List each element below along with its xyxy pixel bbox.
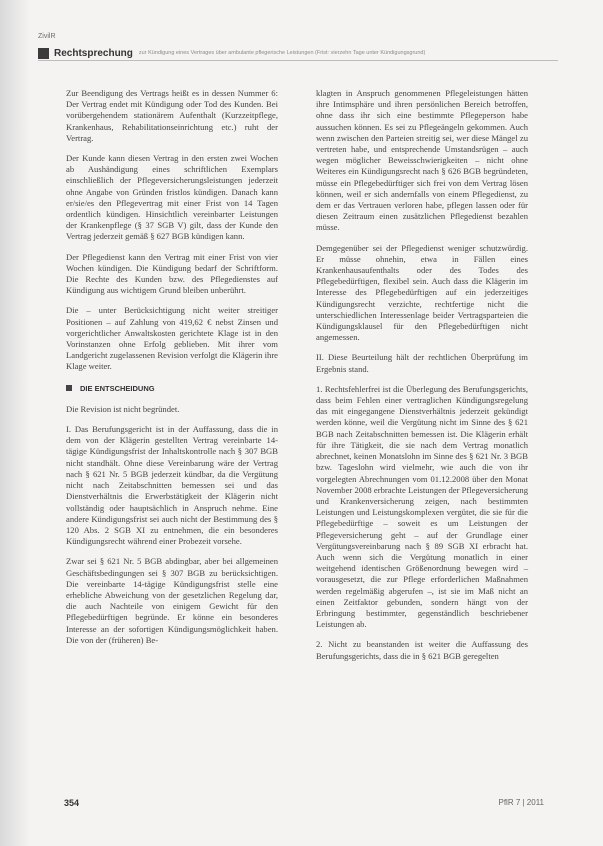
- paragraph: Die Revision ist nicht begründet.: [66, 403, 180, 414]
- paragraph: Zwar sei § 621 Nr. 5 BGB abdingbar, aber bei allgemeinen Geschäftsbedingungen sei § 307 BGB zu berücksichtigen. Die vereinbarte 14-tägige Kündigungsfrist stelle eine erhebliche Abweichung von der gesetzlichen Regelung dar, die auch Nachteile von einigem Gewicht für den Pflegebedürftigen begründe. Er könne ein besonderes Interesse an der sofortigen Kündigungsmöglichkeit haben. Die von der (früheren) Be-: [66, 556, 278, 645]
- paragraph: Der Pflegedienst kann den Vertrag mit einer Frist von vier Wochen kündigen. Die Kündigung bedarf der Schriftform. Die Rechte des Kunden bzw. des Pflegedienstes auf Kündigung aus wichtigem Grund bleiben unberührt.: [66, 251, 278, 296]
- paragraph: II. Diese Beurteilung hält der rechtlichen Überprüfung im Ergebnis stand.: [316, 352, 528, 374]
- paragraph: 2. Nicht zu beanstanden ist weiter die Auffassung des Berufungsgerichts, dass die in § 621 BGB geregelten: [316, 639, 528, 661]
- paragraph: Die – unter Berücksichtigung nicht weiter streitiger Positionen – auf Zahlung von 419,62 € nebst Zinsen und vorgerichtlicher Anwaltskosten gerichtete Klage ist in den Vorinstanzen ohne Erfolg geblieben. Mit ihrer vom Landgericht zugelassenen Revision verfolgt die Klägerin ihre Klage weiter.: [66, 305, 278, 372]
- header-subtitle: zur Kündigung eines Vertrages über ambulante pflegerische Leistungen (Frist: vierzehn Tage unter Kündigungsgrund): [138, 50, 426, 56]
- paragraph: Demgegenüber sei der Pflegedienst weniger schutzwürdig. Er müsse ohnehin, etwa in Fällen eines Krankenhausaufenthalts oder des Todes des Pflegebedürftigen, flexibel sein. Auch dass die Klägerin im Interesse des Pflegebedürftigen auf ein jederzeitiges Kündigungsrecht verzichte, rechtfertige nicht die unterschiedlichen Interessenlage beider Vertragsparteien die Kündigungsklausel für den Pflegebedürftigen nicht angemessen.: [316, 242, 528, 343]
- paragraph: klagten in Anspruch genommenen Pflegeleistungen hätten ihre Intimsphäre und ihren persönlichen Bereich betroffen, ohne dass ihr sich eine bestimmte Pflegeperson habe aussuchen können. Es sei zu Pflegeängeln gekommen. Auch wenn zwischen den Parteien streitig sei, wer diese Mängel zu vertreten habe, und entsprechende Umstandsrügen – auch wegen möglicher Beweisschwierigkeiten – nicht ohne Weiteres ein Kündigungsrecht nach § 626 BGB begründeten, müsse ein Pflegebedürftiger sich frei von dem Vertrag lösen können, weil er sich andernfalls von einem Pflegedienst, zu dem er das Vertrauen verloren habe, pflegen lassen oder für diesen Zeitraum einen zusätzlichen Pflegedienst bezahlen müsse.: [316, 88, 528, 233]
- section-label: ZivilR: [38, 33, 56, 40]
- page-number: 354: [64, 798, 80, 808]
- right-column: [316, 88, 528, 671]
- paragraph: I. Das Berufungsgericht ist in der Auffassung, dass die in dem von der Klägerin gestellten Vertrag vereinbarte 14-tägige Kündigungsfrist der Inhaltskontrolle nach § 307 BGB nicht standhält. Ohne diese Vereinbarung wäre der Vertrag nach § 621 Nr. 5 BGB jederzeit kündbar, da die Vergütung nicht nach Zeitabschnitten bemessen sei und das Dienstverhältnis die Erwerbstätigkeit der Klägerin nicht vollständig oder hauptsächlich in Anspruch nehme. Eine andere Kündigungsfrist sei auch nicht der Bestimmung des § 120 Abs. 2 SGB XI zu entnehmen, die ein besonderes Kündigungsrecht während einer Probezeit vorsehe.: [66, 424, 278, 547]
- paragraph: Der Kunde kann diesen Vertrag in den ersten zwei Wochen ab Aushändigung eines schriftlichen Exemplars einschließlich der Pflegeversicherungsleistungen jederzeit ohne Angabe von Gründen fristlos kündigen. Danach kann er/sie/es den Pflegevertrag mit einer Frist von 14 Tagen ordentlich kündigen. Hinsichtlich vereinbarter Leistungen der Krankenpflege (§ 37 SGB V) gilt, dass der Kunde den Vertrag jederzeit gemäß § 627 BGB kündigen kann.: [66, 153, 278, 242]
- header-title: Rechtsprechung: [54, 47, 133, 59]
- section-heading: [66, 383, 278, 394]
- paragraph: 1. Rechtsfehlerfrei ist die Überlegung des Berufungsgerichts, dass beim Fehlen einer vertraglichen Kündigungsregelung das mit eingegangene Dienstverhältnis jederzeit gekündigt werden könne, weil die Vergütung nicht im Sinne des § 621 BGB nach Zeitabschnitten bemessen ist. Die Klägerin erhält für ihre Tätigkeit, die sie nach dem Vertrag monatlich abrechnet, keinen Monatslohn im Sinne des § 621 Nr. 3 BGB bzw. Tageslohn wird vielmehr, wie auch die von ihr vorgelegten Abrechnungen vom 01.12.2008 über den Monat November 2008 erbrachte Leistungen der Pflegeversicherung und Krankenversicherung zeigen, nach bestimmten Leistungen und Leistungskomplexen vergütet, die sie für die Pflegebedürftige – soweit es um Leistungen der Pflegeversicherung geht – auf der Grundlage einer Vergütungsvereinbarung nach § 89 SGB XI erbracht hat. Auch wenn sich die Vergütung monatlich in einer weitgehend identischen Größenordnung bewegen wird – vorausgesetzt, die zur Pflege erforderlichen Maßnahmen werden regelmäßig abgerufen –, ist sie im Maß nicht an einen Zeitfaktor gebunden, sondern hängt von der Erbringung bestimmter, gegenständlich beschriebener Leistungen ab.: [316, 383, 528, 630]
- section-title: DIE ENTSCHEIDUNG: [80, 383, 155, 393]
- section-square-icon: [66, 385, 72, 391]
- paragraph: Zur Beendigung des Vertrags heißt es in dessen Nummer 6: Der Vertrag endet mit Kündigung oder Tod des Kunden. Bei vorübergehendem stationärem Aufenthalt (Kurzzeitpflege, Krankenhaus, Rehabilitationseinrichtung etc.) ruht der Vertrag.: [66, 88, 278, 143]
- page-header: [38, 46, 558, 61]
- header-square-icon: [38, 48, 49, 59]
- page-footer: [64, 798, 544, 812]
- page-edge-shadow: [0, 0, 30, 846]
- left-column: [66, 88, 278, 655]
- issue-label: PflR 7 | 2011: [498, 798, 544, 807]
